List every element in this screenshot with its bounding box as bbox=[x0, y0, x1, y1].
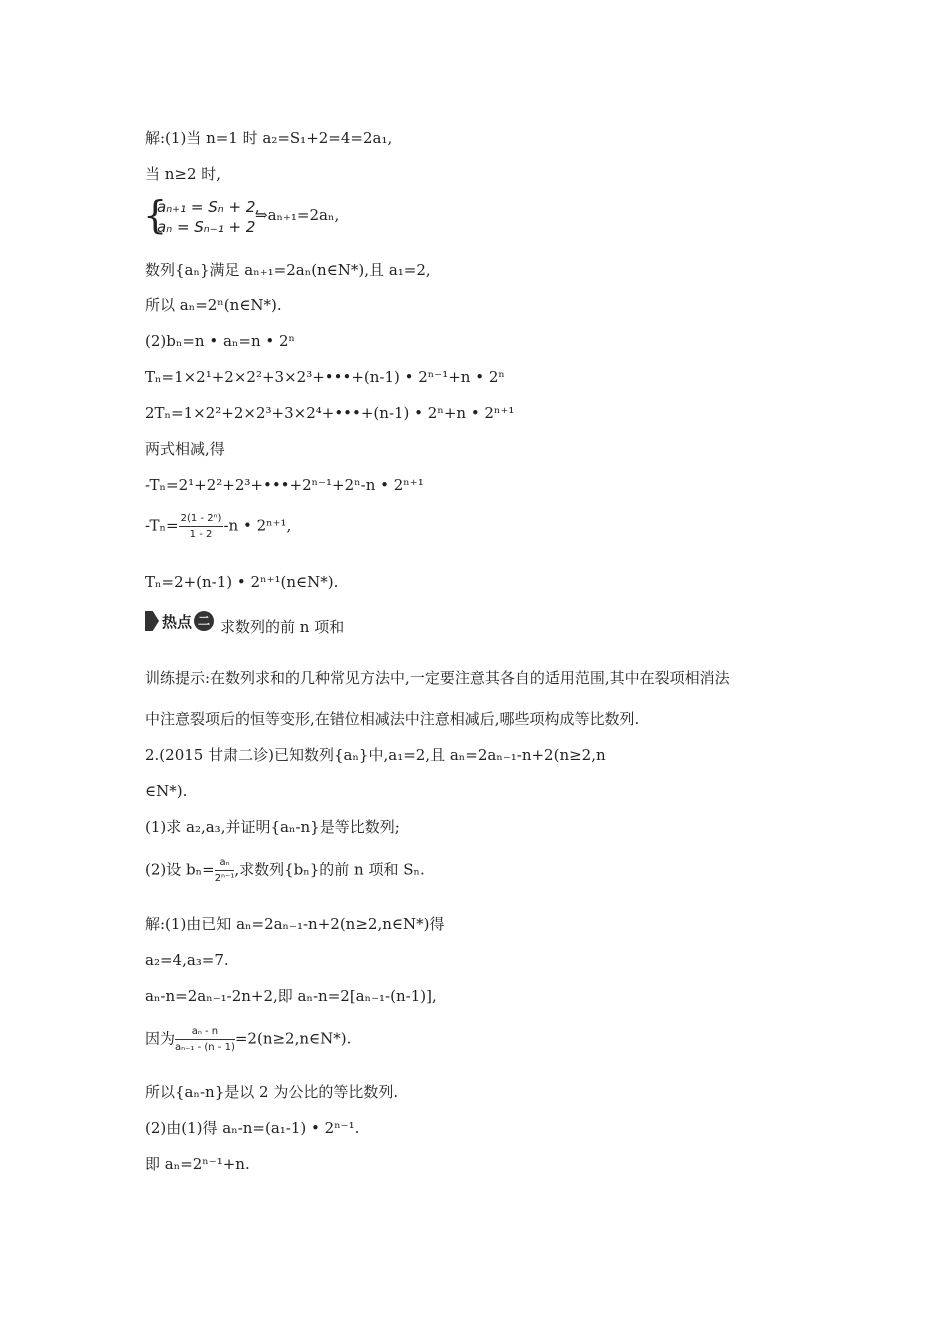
system-row-2: aₙ = Sₙ₋₁ + 2 bbox=[157, 218, 256, 236]
solution-line-9: 两式相减,得 bbox=[145, 440, 225, 458]
solution2-line-2: a₂=4,a₃=7. bbox=[145, 951, 229, 969]
solution2-line-7: 即 aₙ=2ⁿ⁻¹+n. bbox=[145, 1155, 250, 1173]
system-result: ⇒aₙ₊₁=2aₙ, bbox=[255, 206, 340, 224]
training-tip-line-2: 中注意裂项后的恒等变形,在错位相减法中注意相减后,哪些项构成等比数列. bbox=[145, 710, 640, 728]
fraction-numerator: aₙ - n bbox=[175, 1025, 235, 1040]
hotspot-badge-number: 二 bbox=[194, 611, 214, 631]
solution2-line-1: 解:(1)由已知 aₙ=2aₙ₋₁-n+2(n≥2,n∈N*)得 bbox=[145, 915, 445, 933]
solution2-line-6: (2)由(1)得 aₙ-n=(a₁-1) • 2ⁿ⁻¹. bbox=[145, 1119, 360, 1137]
fraction-numerator: aₙ bbox=[215, 856, 235, 871]
solution-line-5: 所以 aₙ=2ⁿ(n∈N*). bbox=[145, 296, 282, 314]
fraction-suffix: =2(n≥2,n∈N*). bbox=[234, 1029, 352, 1048]
fraction bbox=[175, 1025, 235, 1054]
arrow-icon bbox=[145, 611, 159, 631]
system-row-1: aₙ₊₁ = Sₙ + 2, bbox=[157, 198, 261, 216]
problem-part-1: (1)求 a₂,a₃,并证明{aₙ-n}是等比数列; bbox=[145, 818, 400, 836]
fraction bbox=[215, 856, 235, 885]
solution-line-6: (2)bₙ=n • aₙ=n • 2ⁿ bbox=[145, 332, 296, 350]
solution2-line-3: aₙ-n=2aₙ₋₁-2n+2,即 aₙ-n=2[aₙ₋₁-(n-1)], bbox=[145, 987, 437, 1005]
solution-line-12: Tₙ=2+(n-1) • 2ⁿ⁺¹(n∈N*). bbox=[145, 573, 339, 591]
fraction bbox=[179, 512, 224, 541]
hotspot-badge-text: 热点 bbox=[162, 612, 193, 631]
solution2-line-4 bbox=[145, 1025, 351, 1054]
solution-line-11 bbox=[145, 512, 291, 541]
fraction-suffix: -n • 2ⁿ⁺¹, bbox=[223, 516, 292, 535]
training-tip-line-1: 训练提示:在数列求和的几种常见方法中,一定要注意其各自的适用范围,其中在裂项相消法 bbox=[145, 669, 730, 687]
fraction-denominator: 2ⁿ⁻¹ bbox=[214, 873, 235, 884]
hotspot-heading bbox=[145, 608, 344, 634]
hotspot-title: 求数列的前 n 项和 bbox=[220, 617, 345, 636]
hotspot-badge bbox=[145, 610, 214, 632]
fraction-prefix: (2)设 bₙ= bbox=[145, 860, 215, 879]
fraction-prefix: -Tₙ= bbox=[145, 516, 179, 535]
solution-line-1: 解:(1)当 n=1 时 a₂=S₁+2=4=2a₁, bbox=[145, 129, 393, 147]
fraction-prefix: 因为 bbox=[145, 1029, 176, 1048]
fraction-numerator: 2(1 - 2ⁿ) bbox=[179, 512, 224, 527]
problem-line-1: 2.(2015 甘肃二诊)已知数列{aₙ}中,a₁=2,且 aₙ=2aₙ₋₁-n+2(n≥2,n bbox=[145, 746, 606, 764]
fraction-suffix: ,求数列{bₙ}的前 n 项和 Sₙ. bbox=[234, 860, 425, 879]
solution-line-8: 2Tₙ=1×2²+2×2³+3×2⁴+•••+(n-1) • 2ⁿ+n • 2ⁿ⁺¹ bbox=[145, 404, 515, 422]
fraction-denominator: 1 - 2 bbox=[189, 529, 213, 540]
problem-line-2: ∈N*). bbox=[145, 782, 188, 800]
solution-line-7: Tₙ=1×2¹+2×2²+3×2³+•••+(n-1) • 2ⁿ⁻¹+n • 2ⁿ bbox=[145, 368, 505, 386]
fraction-denominator: aₙ₋₁ - (n - 1) bbox=[175, 1042, 235, 1053]
solution2-line-5: 所以{aₙ-n}是以 2 为公比的等比数列. bbox=[145, 1083, 399, 1101]
brace-symbol: { bbox=[143, 193, 168, 237]
solution-line-10: -Tₙ=2¹+2²+2³+•••+2ⁿ⁻¹+2ⁿ-n • 2ⁿ⁺¹ bbox=[145, 476, 424, 494]
problem-part-2 bbox=[145, 856, 425, 885]
solution-line-2: 当 n≥2 时, bbox=[145, 165, 222, 183]
solution-line-4: 数列{aₙ}满足 aₙ₊₁=2aₙ(n∈N*),且 a₁=2, bbox=[145, 261, 431, 279]
